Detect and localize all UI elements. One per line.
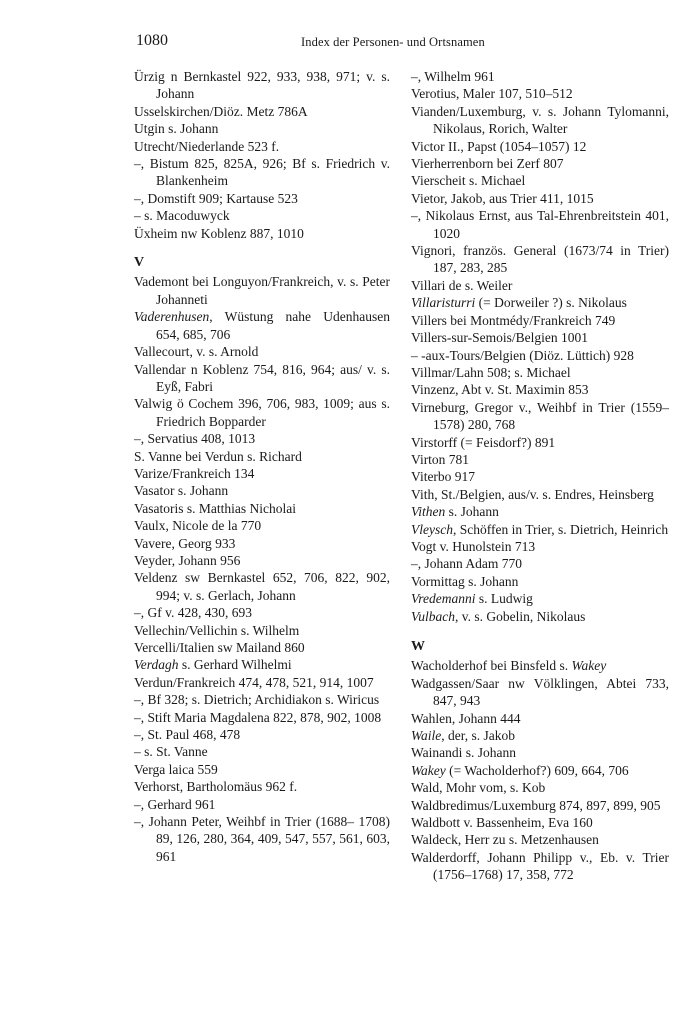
- index-section-w: [411, 657, 669, 883]
- index-entry: Utgin s. Johann: [134, 121, 219, 137]
- letter-heading-w: W: [411, 639, 425, 654]
- index-entry: Vogt v. Hunolstein 713: [411, 538, 536, 554]
- index-entry-text: , v. s. Gobelin, Nikolaus: [455, 608, 586, 624]
- index-term-italic: Vleysch: [411, 521, 453, 537]
- index-entry: – -aux-Tours/Belgien (Diöz. Lüttich) 928: [411, 347, 634, 363]
- index-term-italic: Vulbach: [411, 608, 455, 624]
- index-entry: [411, 762, 669, 779]
- index-entry: Villers bei Montmédy/Frankreich 749: [411, 312, 616, 328]
- index-entry-text: (= Dorweiler ?) s. Nikolaus: [475, 295, 627, 311]
- index-entry: Walderdorff, Johann Philipp v., Eb. v. Trier (1756–1768) 17, 358, 772: [411, 849, 669, 883]
- page-header: [136, 32, 578, 56]
- index-entry: Vianden/Luxemburg, v. s. Johann Tylomanni, Nikolaus, Rorich, Walter: [411, 103, 669, 137]
- index-entry: Wadgassen/Saar nw Völklingen, Abtei 733, 847, 943: [411, 675, 669, 709]
- index-section-u: [134, 68, 390, 242]
- index-entry: Viterbo 917: [411, 469, 476, 485]
- index-column-right: [411, 68, 669, 884]
- index-entry: [411, 503, 669, 520]
- index-entry: Vellechin/Vellichin s. Wilhelm: [134, 622, 300, 638]
- index-entry: Veyder, Johann 956: [134, 552, 241, 568]
- index-entry: Valwig ö Cochem 396, 706, 983, 1009; aus s. Friedrich Bopparder: [134, 396, 390, 429]
- index-entry: [411, 521, 669, 538]
- index-entry: Vierherrenborn bei Zerf 807: [411, 156, 564, 172]
- index-entry: [134, 656, 390, 673]
- index-entry: Wald, Mohr vom, s. Kob: [411, 780, 546, 796]
- index-entry: Vinzenz, Abt v. St. Maximin 853: [411, 382, 589, 398]
- index-entry: S. Vanne bei Verdun s. Richard: [134, 448, 302, 464]
- index-entry: Wahlen, Johann 444: [411, 710, 521, 726]
- index-term-italic: Vaderenhusen: [134, 309, 210, 325]
- index-entry: [411, 657, 669, 674]
- index-section-v: [134, 273, 390, 865]
- index-entry: Vavere, Georg 933: [134, 535, 236, 551]
- index-entry: Virneburg, Gregor v., Weihbf in Trier (1559–1578) 280, 768: [411, 399, 669, 433]
- index-entry: [411, 294, 669, 311]
- page-number: 1080: [136, 32, 168, 49]
- index-entry: –, Servatius 408, 1013: [134, 431, 256, 447]
- index-entry: Üxheim nw Koblenz 887, 1010: [134, 225, 304, 241]
- index-entry: Virstorff (= Feisdorf?) 891: [411, 434, 556, 450]
- index-entry: Virton 781: [411, 451, 470, 467]
- index-term-italic: Wakey: [571, 658, 607, 674]
- index-entry: Vercelli/Italien sw Mailand 860: [134, 640, 305, 655]
- index-section-v-continued: [411, 68, 669, 625]
- index-entry: –, Johann Adam 770: [411, 556, 522, 572]
- index-entry-text: Wacholderhof bei Binsfeld s.: [411, 658, 572, 674]
- index-entry: –, Gerhard 961: [134, 796, 216, 812]
- index-entry: Vallendar n Koblenz 754, 816, 964; aus/ v. s. Eyß, Fabri: [134, 361, 390, 394]
- index-entry: [134, 308, 390, 343]
- index-entry: Veldenz sw Bernkastel 652, 706, 822, 902, 994; v. s. Gerlach, Johann: [134, 570, 390, 603]
- index-entry: [411, 590, 669, 607]
- index-entry-text: s. Johann: [445, 504, 499, 520]
- index-entry: Vith, St./Belgien, aus/v. s. Endres, Heinsberg: [411, 486, 654, 502]
- index-entry: –, Wilhelm 961: [411, 69, 495, 84]
- index-entry: Waldbredimus/Luxemburg 874, 897, 899, 905: [411, 797, 661, 813]
- index-entry: –, Bf 328; s. Dietrich; Archidiakon s. Wiricus: [134, 692, 380, 708]
- index-entry-text: , Schöffen in Trier, s. Dietrich, Heinrich: [452, 521, 669, 537]
- index-entry: Usselskirchen/Diöz. Metz 786A: [134, 103, 308, 119]
- index-entry: [411, 608, 669, 625]
- index-entry: Wainandi s. Johann: [411, 745, 517, 761]
- index-entry: Varize/Frankreich 134: [134, 465, 255, 481]
- index-entry: Vasatoris s. Matthias Nicholai: [134, 500, 296, 516]
- index-entry: –, St. Paul 468, 478: [134, 727, 241, 743]
- index-entry: Waldeck, Herr zu s. Metzenhausen: [411, 832, 599, 848]
- index-entry: Verotius, Maler 107, 510–512: [411, 86, 573, 102]
- index-entry: Villari de s. Weiler: [411, 277, 513, 293]
- index-entry: Verdun/Frankreich 474, 478, 521, 914, 1007: [134, 674, 374, 690]
- running-title: Index der Personen- und Ortsnamen: [301, 35, 485, 49]
- index-term-italic: Vithen: [411, 504, 446, 520]
- index-entry: –, Nikolaus Ernst, aus Tal-Ehrenbreitstein 401, 1020: [411, 208, 669, 241]
- index-entry: – s. Macoduwyck: [134, 208, 230, 224]
- index-entry: Utrecht/Niederlande 523 f.: [134, 138, 280, 154]
- index-entry: Vademont bei Longuyon/Frankreich, v. s. Peter Johanneti: [134, 274, 390, 307]
- index-term-italic: Verdagh: [134, 657, 179, 673]
- index-entry: – s. St. Vanne: [134, 744, 208, 760]
- index-entry: –, Gf v. 428, 430, 693: [134, 605, 252, 621]
- index-entry: Vasator s. Johann: [134, 483, 229, 499]
- index-entry: Vietor, Jakob, aus Trier 411, 1015: [411, 190, 594, 206]
- index-term-italic: Wakey: [411, 762, 446, 778]
- index-entry: Villers-sur-Semois/Belgien 1001: [411, 330, 589, 346]
- index-entry: –, Domstift 909; Kartause 523: [134, 190, 298, 206]
- index-entry: Ürzig n Bernkastel 922, 933, 938, 971; v. s. Johann: [134, 69, 390, 102]
- index-entry-text: s. Gerhard Wilhelmi: [178, 657, 292, 673]
- index-entry-text: , der, s. Jakob: [441, 728, 515, 744]
- letter-heading-v: V: [134, 255, 145, 271]
- index-term-italic: Waile: [411, 728, 442, 744]
- index-entry: Verga laica 559: [134, 761, 218, 777]
- index-entry: [411, 727, 669, 744]
- index-entry: Victor II., Papst (1054–1057) 12: [411, 138, 587, 154]
- index-entry: Vignori, französ. General (1673/74 in Trier) 187, 283, 285: [411, 243, 669, 276]
- index-entry: –, Stift Maria Magdalena 822, 878, 902, 1008: [134, 709, 382, 725]
- index-term-italic: Vredemanni: [411, 591, 476, 607]
- index-entry-text: (= Wacholderhof?) 609, 664, 706: [445, 762, 629, 778]
- index-entry: –, Bistum 825, 825A, 926; Bf s. Friedrich v. Blankenheim: [134, 156, 390, 189]
- index-entry: Vierscheit s. Michael: [411, 173, 526, 189]
- index-entry: Waldbott v. Bassenheim, Eva 160: [411, 815, 593, 831]
- index-entry: Vaulx, Nicole de la 770: [134, 518, 262, 534]
- index-entry: Villmar/Lahn 508; s. Michael: [411, 364, 571, 380]
- index-entry-text: s. Ludwig: [475, 591, 533, 607]
- index-entry: Vallecourt, v. s. Arnold: [134, 344, 259, 360]
- index-entry: Vormittag s. Johann: [411, 573, 519, 589]
- index-entry: Verhorst, Bartholomäus 962 f.: [134, 779, 298, 795]
- index-entry-text: , Wüstung nahe Udenhausen 654, 685, 706: [156, 309, 390, 342]
- index-entry: –, Johann Peter, Weihbf in Trier (1688– 1708) 89, 126, 280, 364, 409, 547, 557, 561, 603, 961: [134, 814, 390, 864]
- index-term-italic: Villaristurri: [411, 295, 476, 311]
- index-column-left: [134, 68, 390, 865]
